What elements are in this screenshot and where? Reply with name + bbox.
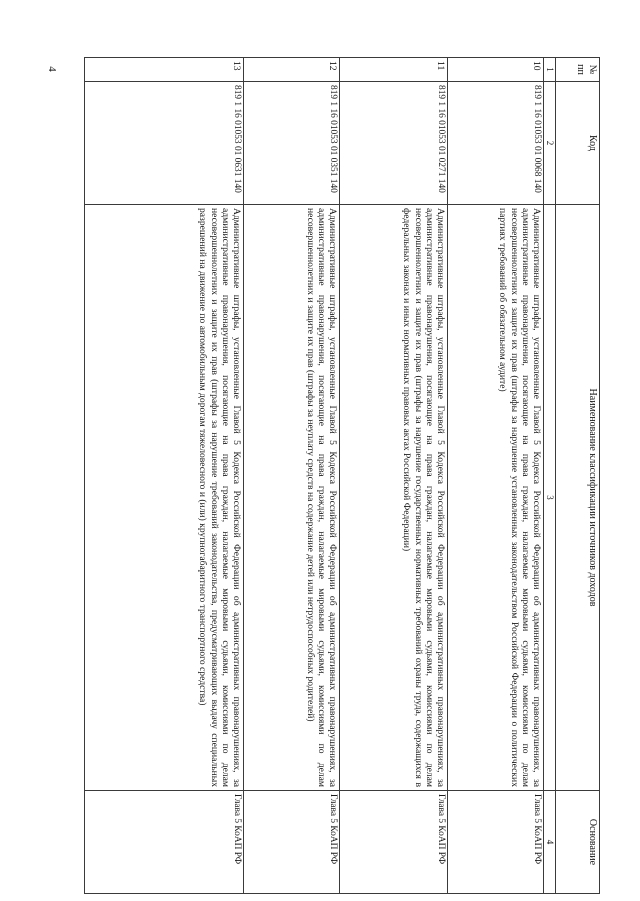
revenue-name: Административные штрафы, установленные Главой 5 Кодекса Российской Федерации об административных правонарушениях, за административные правонарушения, посягающие на права граждан, налагаемые мировыми судьями, комиссиями по делам несовершеннолетних и защите их прав (штрафы за нарушение требований законодательства, предусматривающих выдачу специальных разрешений на движение по автомобильным дорогам тяжеловесного и (или) крупногабаритного транспортного средства) (85, 205, 244, 791)
column-number-row (544, 58, 556, 894)
header-number: № пп (556, 58, 600, 82)
revenue-name: Административные штрафы, установленные Главой 5 Кодекса Российской Федерации об административных правонарушениях, за административные правонарушения, посягающие на права граждан, налагаемые мировыми судьями, комиссиями по делам несовершеннолетних и защите их прав (штрафы за неуплату средств на содержание детей или нетрудоспособных родителей) (244, 205, 340, 791)
row-number: 12 (244, 58, 340, 82)
revenue-name: Административные штрафы, установленные Главой 5 Кодекса Российской Федерации об административных правонарушениях, за административные правонарушения, посягающие на права граждан, налагаемые мировыми судьями, комиссиями по делам несовершеннолетних и защите их прав (штрафы за нарушение государственных нормативных требований охраны труда, содержащихся в федеральных законах и иных нормативных правовых актах Российской Федерации) (340, 205, 448, 791)
column-number: 2 (544, 82, 556, 205)
legal-basis: Глава 5 КоАП РФ (448, 791, 544, 894)
revenue-code: 819 1 16 01053 01 0631 140 (85, 82, 244, 205)
legal-basis: Глава 5 КоАП РФ (85, 791, 244, 894)
column-number: 4 (544, 791, 556, 894)
revenue-name: Административные штрафы, установленные Главой 5 Кодекса Российской Федерации об административных правонарушениях, за административные правонарушения, посягающие на права граждан, налагаемые мировыми судьями, комиссиями по делам несовершеннолетних и защите их прав (штрафы за нарушение установленных законодательством Российской Федерации о политических партиях требований об обязательном аудите) (448, 205, 544, 791)
row-number: 11 (340, 58, 448, 82)
legal-basis: Глава 5 КоАП РФ (340, 791, 448, 894)
header-name: Наименование классификации источников доходов (556, 205, 600, 791)
row-number: 13 (85, 58, 244, 82)
revenue-code: 819 1 16 01053 01 0351 140 (244, 82, 340, 205)
header-code: Код (556, 82, 600, 205)
revenue-code: 819 1 16 01053 01 0068 140 (448, 82, 544, 205)
table-header-row (556, 58, 600, 894)
column-number: 3 (544, 205, 556, 791)
column-number: 1 (544, 58, 556, 82)
table-row (340, 58, 448, 894)
table-row (85, 58, 244, 894)
header-basis: Основание (556, 791, 600, 894)
table-row (448, 58, 544, 894)
row-number: 10 (448, 58, 544, 82)
table-row (244, 58, 340, 894)
rotated-landscape-page (84, 57, 600, 893)
revenue-classification-table (84, 57, 600, 894)
revenue-code: 819 1 16 01053 01 0271 140 (340, 82, 448, 205)
page-number: 4 (46, 66, 58, 72)
legal-basis: Глава 5 КоАП РФ (244, 791, 340, 894)
